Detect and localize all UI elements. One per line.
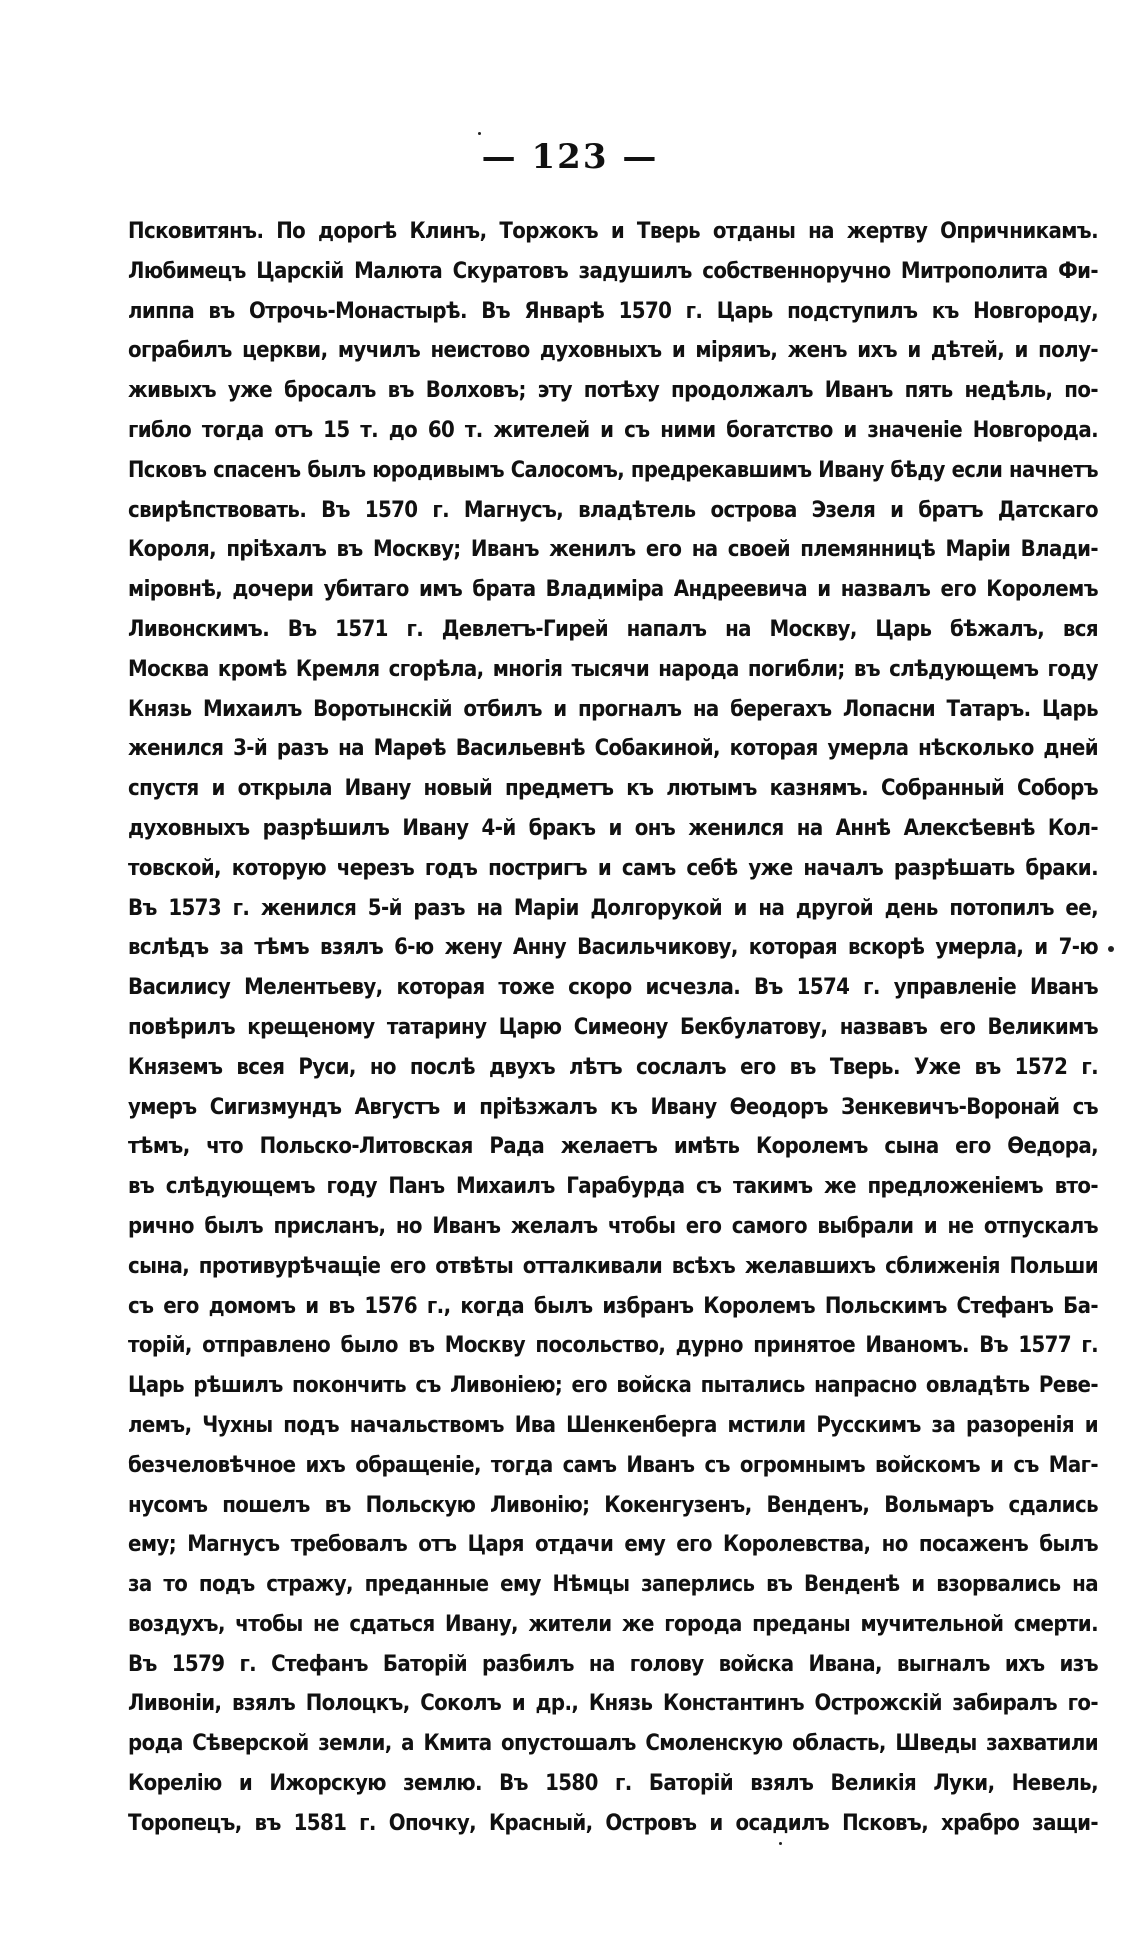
text-line: Псковитянъ. По дорогѣ Клинъ, Торжокъ и Тверь отданы на жертву Опричникамъ. xyxy=(128,219,1098,244)
text-line: рода Сѣверской земли, а Кмита опустошалъ Смоленскую область, Шведы захватили xyxy=(128,1731,1098,1757)
text-line: лемъ, Чухны подъ начальствомъ Ива Шенкенберга мстили Русскимъ за разоренія и xyxy=(128,1412,1098,1438)
body-text xyxy=(128,212,1098,1844)
text-line: Псковъ спасенъ былъ юродивымъ Салосомъ, предрекавшимъ Ивану бѣду если начнетъ xyxy=(128,457,1098,483)
text-line: Торопецъ, въ 1581 г. Опочку, Красный, Островъ и осадилъ Псковъ, храбро защи- xyxy=(128,1810,1098,1836)
text-line: духовныхъ разрѣшилъ Ивану 4-й бракъ и онъ женился на Аннѣ Алексѣевнѣ Кол- xyxy=(128,815,1098,841)
text-line: Василису Мелентьеву, которая тоже скоро исчезла. Въ 1574 г. управленіе Иванъ xyxy=(128,975,1098,1001)
dust-speck xyxy=(779,1842,782,1845)
text-line: Москва кромѣ Кремля сгорѣла, многія тысячи народа погибли; въ слѣдующемъ году xyxy=(128,656,1098,682)
text-line: сына, противурѣчащіе его отвѣты отталкивали всѣхъ желавшихъ сближенія Польши xyxy=(128,1253,1098,1279)
text-line: свирѣпствовать. Въ 1570 г. Магнусъ, владѣтель острова Эзеля и братъ Датскаго xyxy=(128,497,1098,523)
text-line: Царь рѣшилъ покончить съ Ливоніею; его войска пытались напрасно овладѣть Реве- xyxy=(128,1373,1098,1399)
text-line: Въ 1573 г. женился 5-й разъ на Маріи Долгорукой и на другой день потопилъ ее, xyxy=(128,895,1098,921)
text-line: нусомъ пошелъ въ Польскую Ливонію; Кокенгузенъ, Венденъ, Вольмаръ сдались xyxy=(128,1492,1098,1518)
text-line: умеръ Сигизмундъ Августъ и пріѣзжалъ къ Ивану Ѳеодоръ Зенкевичъ-Воронай съ xyxy=(128,1094,1098,1120)
text-line: Въ 1579 г. Стефанъ Баторій разбилъ на голову войска Ивана, выгналъ ихъ изъ xyxy=(128,1651,1098,1677)
text-line: ему; Магнусъ требовалъ отъ Царя отдачи ему его Королевства, но посаженъ былъ xyxy=(128,1532,1098,1558)
dust-speck xyxy=(1108,946,1114,952)
text-line: за то подъ стражу, преданные ему Нѣмцы заперлись въ Венденѣ и взорвались на xyxy=(128,1572,1098,1598)
text-line: женился 3-й разъ на Марѳѣ Васильевнѣ Собакиной, которая умерла нѣсколько дней xyxy=(128,736,1098,762)
text-line: Князь Михаилъ Воротынскій отбилъ и прогналъ на берегахъ Лопасни Татаръ. Царь xyxy=(128,696,1098,722)
text-line: тѣмъ, что Польско-Литовская Рада желаетъ имѣть Королемъ сына его Ѳедора, xyxy=(128,1134,1098,1160)
text-line: повѣрилъ крещеному татарину Царю Симеону Бекбулатову, назвавъ его Великимъ xyxy=(128,1014,1098,1040)
text-line: вслѣдъ за тѣмъ взялъ 6-ю жену Анну Васильчикову, которая вскорѣ умерла, и 7-ю xyxy=(128,935,1098,961)
text-line: міровнѣ, дочери убитаго имъ брата Владиміра Андреевича и назвалъ его Королемъ xyxy=(128,577,1098,603)
text-line: товской, которую черезъ годъ постригъ и самъ себѣ уже началъ разрѣшать браки. xyxy=(128,855,1098,881)
text-line: Короля, пріѣхалъ въ Москву; Иванъ женилъ его на своей племянницѣ Маріи Влади- xyxy=(128,537,1098,563)
text-line: спустя и открыла Ивану новый предметъ къ лютымъ казнямъ. Собранный Соборъ xyxy=(128,776,1098,802)
text-line: Корелію и Ижорскую землю. Въ 1580 г. Баторій взялъ Великія Луки, Невель, xyxy=(128,1771,1098,1797)
text-line: ограбилъ церкви, мучилъ неистово духовныхъ и міряиъ, женъ ихъ и дѣтей, и полу- xyxy=(128,338,1098,364)
page-number: — 123 — xyxy=(481,137,659,177)
text-line: воздухъ, чтобы не сдаться Ивану, жители же города преданы мучительной смерти. xyxy=(128,1611,1098,1637)
text-line: Княземъ всея Руси, но послѣ двухъ лѣтъ сослалъ его въ Тверь. Уже въ 1572 г. xyxy=(128,1054,1098,1080)
text-line: липпа въ Отрочь-Монастырѣ. Въ Январѣ 1570 г. Царь подступилъ къ Новгороду, xyxy=(128,298,1098,324)
text-line: въ слѣдующемъ году Панъ Михаилъ Гарабурда съ такимъ же предложеніемъ вто- xyxy=(128,1174,1098,1200)
text-line: съ его домомъ и въ 1576 г., когда былъ избранъ Королемъ Польскимъ Стефанъ Ба- xyxy=(128,1293,1098,1319)
text-line: гибло тогда отъ 15 т. до 60 т. жителей и съ ними богатство и значеніе Новгорода. xyxy=(128,417,1098,443)
text-line: Любимецъ Царскій Малюта Скуратовъ задушилъ собственноручно Митрополита Фи- xyxy=(128,258,1098,284)
text-line: живыхъ уже бросалъ въ Волховъ; эту потѣху продолжалъ Иванъ пять недѣль, по- xyxy=(128,378,1098,404)
text-line: безчеловѣчное ихъ обращеніе, тогда самъ Иванъ съ огромнымъ войскомъ и съ Маг- xyxy=(128,1452,1098,1478)
dust-speck xyxy=(478,132,481,135)
text-line: рично былъ присланъ, но Иванъ желалъ чтобы его самого выбрали и не отпускалъ xyxy=(128,1213,1098,1239)
text-line: Ливоніи, взялъ Полоцкъ, Соколъ и др., Князь Константинъ Острожскій забиралъ го- xyxy=(128,1691,1098,1717)
text-line: Ливонскимъ. Въ 1571 г. Девлетъ-Гирей напалъ на Москву, Царь бѣжалъ, вся xyxy=(128,616,1098,642)
text-line: торій, отправлено было въ Москву посольство, дурно принятое Иваномъ. Въ 1577 г. xyxy=(128,1333,1098,1359)
